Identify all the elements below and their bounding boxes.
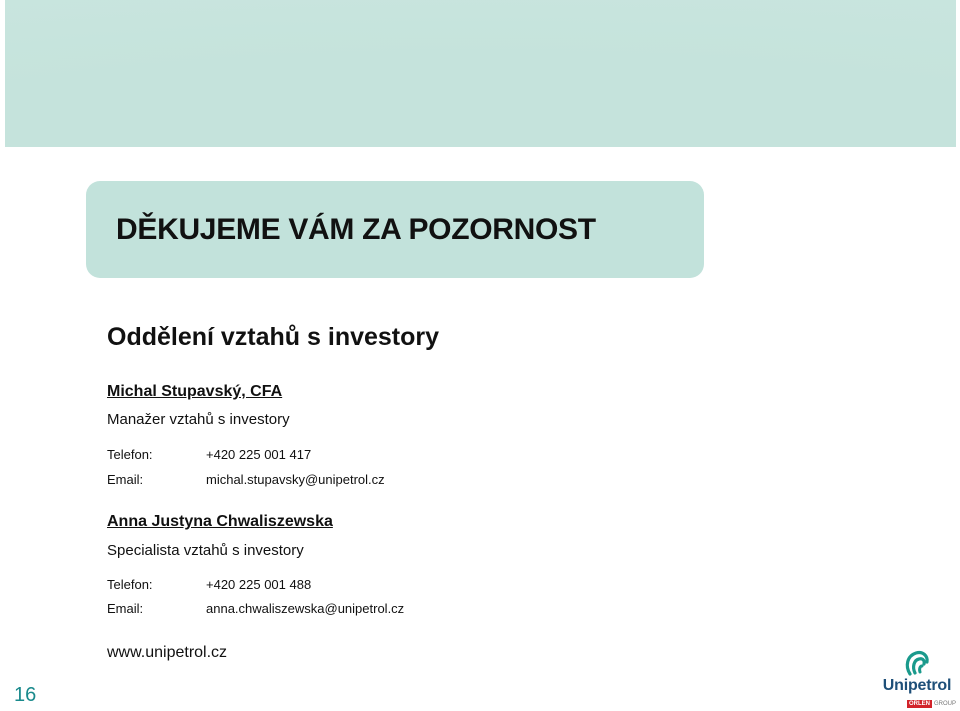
phone-value: +420 225 001 417 xyxy=(206,447,312,462)
email-link[interactable]: michal.stupavsky@unipetrol.cz xyxy=(206,472,385,487)
title-box xyxy=(86,181,704,278)
email-link[interactable]: anna.chwaliszewska@unipetrol.cz xyxy=(206,601,405,616)
page-number: 16 xyxy=(14,684,37,706)
orlen-label: ORLEN xyxy=(909,701,930,707)
contact-name: Michal Stupavský, CFA xyxy=(107,383,283,400)
website-link[interactable]: www.unipetrol.cz xyxy=(107,644,228,661)
logo-wordmark: Unipetrol xyxy=(882,677,952,694)
header-band xyxy=(5,0,956,147)
email-label: Email: xyxy=(107,601,144,616)
unipetrol-logo xyxy=(880,648,957,710)
unipetrol-mark-icon xyxy=(880,648,954,678)
email-label: Email: xyxy=(107,472,144,487)
contact-role: Specialista vztahů s investory xyxy=(107,542,304,559)
phone-value: +420 225 001 488 xyxy=(206,577,312,592)
phone-label: Telefon: xyxy=(107,447,153,462)
department-heading: Oddělení vztahů s investory xyxy=(107,323,440,351)
orlen-group-tag xyxy=(907,700,956,708)
contact-name: Anna Justyna Chwaliszewska xyxy=(107,513,333,530)
group-label: GROUP xyxy=(934,701,957,707)
phone-label: Telefon: xyxy=(107,577,153,592)
slide-title: DĚKUJEME VÁM ZA POZORNOST xyxy=(116,212,596,246)
contact-role: Manažer vztahů s investory xyxy=(107,411,290,428)
